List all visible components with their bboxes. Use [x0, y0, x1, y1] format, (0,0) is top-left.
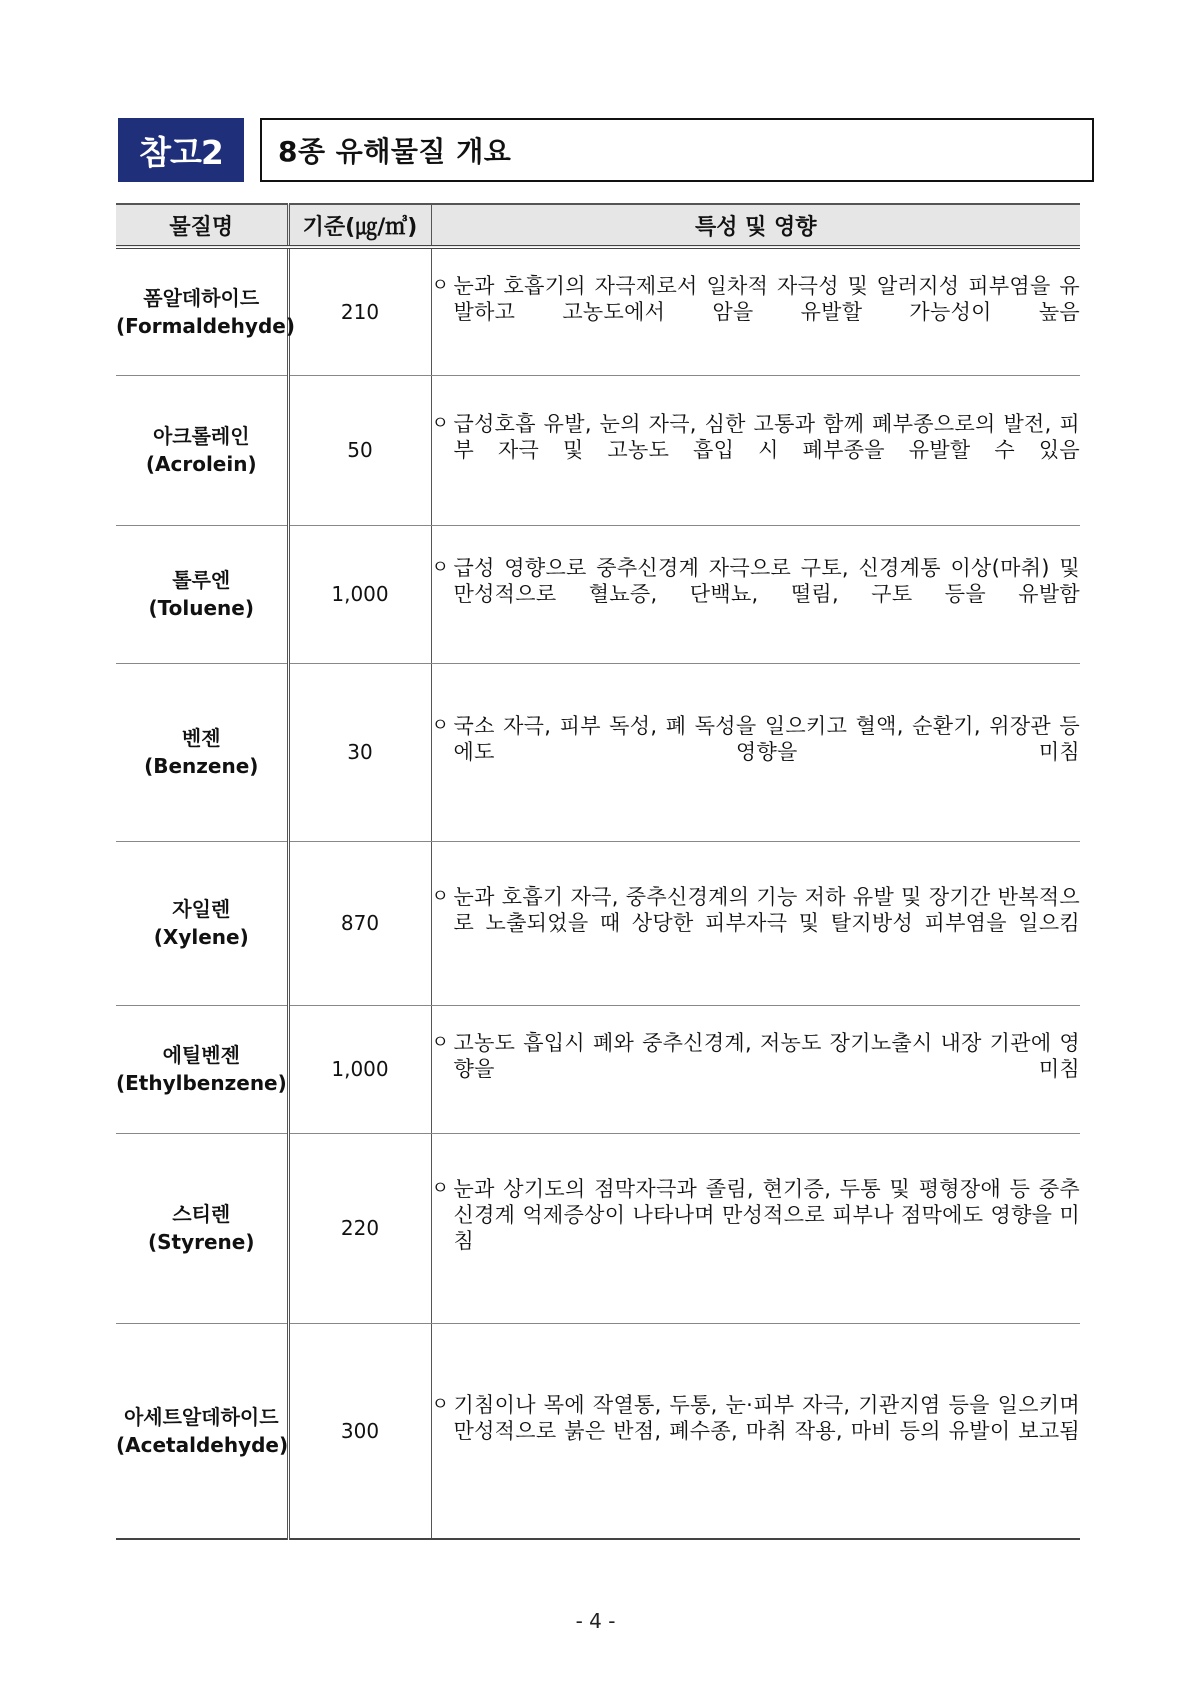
substance-name-ko: 톨루엔 [172, 568, 231, 592]
substance-name-en: (Styrene) [147, 1230, 255, 1254]
substance-name-cell [116, 663, 288, 841]
effects-text: 급성 영향으로 중추신경계 자극으로 구토, 신경계통 이상(마취) 및 만성적으로 혈뇨증, 단백뇨, 떨림, 구토 등을 유발함 [453, 556, 1080, 606]
page-title: 8종 유해물질 개요 [278, 135, 512, 168]
standard-value: 50 [288, 375, 431, 525]
substance-name-cell [116, 1323, 288, 1539]
substance-name-en: (Formaldehyde) [116, 313, 295, 338]
table-row [116, 841, 1080, 1005]
substance-name-ko: 벤젠 [181, 726, 221, 750]
bullet-marker: ㅇ [431, 1032, 449, 1053]
table-row [116, 525, 1080, 663]
table-row [116, 1005, 1080, 1133]
page-header [118, 118, 1080, 182]
bullet-marker: ㅇ [431, 886, 449, 907]
standard-value: 1,000 [288, 525, 431, 663]
effects-cell [431, 375, 1080, 525]
effects-cell [431, 1005, 1080, 1133]
substance-name-en: (Acrolein) [145, 452, 257, 476]
effects-text: 기침이나 목에 작열통, 두통, 눈·피부 자극, 기관지염 등을 일으키며 만성적으로 붉은 반점, 폐수종, 마취 작용, 마비 등의 유발이 보고됨 [453, 1392, 1080, 1443]
table-row [116, 663, 1080, 841]
effects-text: 눈과 상기도의 점막자극과 졸림, 현기증, 두통 및 평형장애 등 중추신경계 억제증상이 나타나며 만성적으로 피부나 점막에도 영향을 미침 [453, 1177, 1080, 1253]
effects-text: 고농도 흡입시 폐와 중추신경계, 저농도 장기노출시 내장 기관에 영향을 미침 [453, 1031, 1080, 1081]
effects-text: 급성호흡 유발, 눈의 자극, 심한 고통과 함께 폐부종으로의 발전, 피부 자극 및 고농도 흡입 시 폐부종을 유발할 수 있음 [453, 412, 1080, 462]
effects-text: 눈과 호흡기의 자극제로서 일차적 자극성 및 알러지성 피부염을 유발하고 고농도에서 암을 유발할 가능성이 높음 [453, 273, 1080, 324]
effects-cell [431, 1323, 1080, 1539]
substance-name-ko: 아세트알데하이드 [123, 1404, 279, 1429]
table-row [116, 1323, 1080, 1539]
substance-name-cell [116, 841, 288, 1005]
substance-name-ko: 에틸벤젠 [162, 1043, 240, 1067]
bullet-marker: ㅇ [431, 557, 449, 578]
substance-name-en: (Acetaldehyde) [116, 1432, 289, 1457]
substance-name-cell [116, 1005, 288, 1133]
column-header-standard: 기준(㎍/㎥) [288, 204, 431, 247]
substance-name-ko: 스티렌 [172, 1202, 231, 1226]
substance-name-ko: 아크롤레인 [152, 424, 250, 448]
effects-cell [431, 247, 1080, 375]
bullet-marker: ㅇ [431, 1178, 449, 1199]
table-row [116, 375, 1080, 525]
effects-cell [431, 841, 1080, 1005]
substance-name-en: (Benzene) [144, 754, 259, 778]
bullet-marker: ㅇ [431, 1393, 449, 1415]
reference-tag: 참고2 [118, 118, 244, 182]
bullet-marker: ㅇ [431, 413, 449, 434]
bullet-marker: ㅇ [431, 274, 449, 296]
substance-name-cell [116, 525, 288, 663]
substance-name-ko: 자일렌 [172, 897, 231, 921]
standard-value: 300 [288, 1323, 431, 1539]
effects-text: 국소 자극, 피부 독성, 폐 독성을 일으키고 혈액, 순환기, 위장관 등에도 영향을 미침 [453, 714, 1080, 764]
table-row [116, 1133, 1080, 1323]
column-header-effects: 특성 및 영향 [431, 204, 1080, 247]
standard-value: 210 [288, 247, 431, 375]
standard-value: 220 [288, 1133, 431, 1323]
substance-name-cell [116, 375, 288, 525]
substances-table [116, 203, 1080, 1540]
table-row [116, 247, 1080, 375]
substance-name-cell [116, 1133, 288, 1323]
column-header-substance: 물질명 [116, 204, 288, 247]
substance-name-en: (Toluene) [148, 596, 254, 620]
page-number: - 4 - [575, 1609, 616, 1633]
standard-value: 30 [288, 663, 431, 841]
effects-cell [431, 663, 1080, 841]
substance-name-en: (Ethylbenzene) [116, 1071, 287, 1095]
bullet-marker: ㅇ [431, 715, 449, 736]
effects-cell [431, 1133, 1080, 1323]
substance-name-en: (Xylene) [153, 925, 249, 949]
substance-name-cell [116, 247, 295, 375]
table-header-row [116, 204, 1080, 247]
effects-text: 눈과 호흡기 자극, 중추신경계의 기능 저하 유발 및 장기간 반복적으로 노출되었을 때 상당한 피부자극 및 탈지방성 피부염을 일으킴 [453, 885, 1080, 935]
effects-cell [431, 525, 1080, 663]
title-box [260, 118, 1094, 182]
standard-value: 870 [288, 841, 431, 1005]
standard-value: 1,000 [288, 1005, 431, 1133]
substance-name-ko: 폼알데하이드 [143, 285, 260, 310]
